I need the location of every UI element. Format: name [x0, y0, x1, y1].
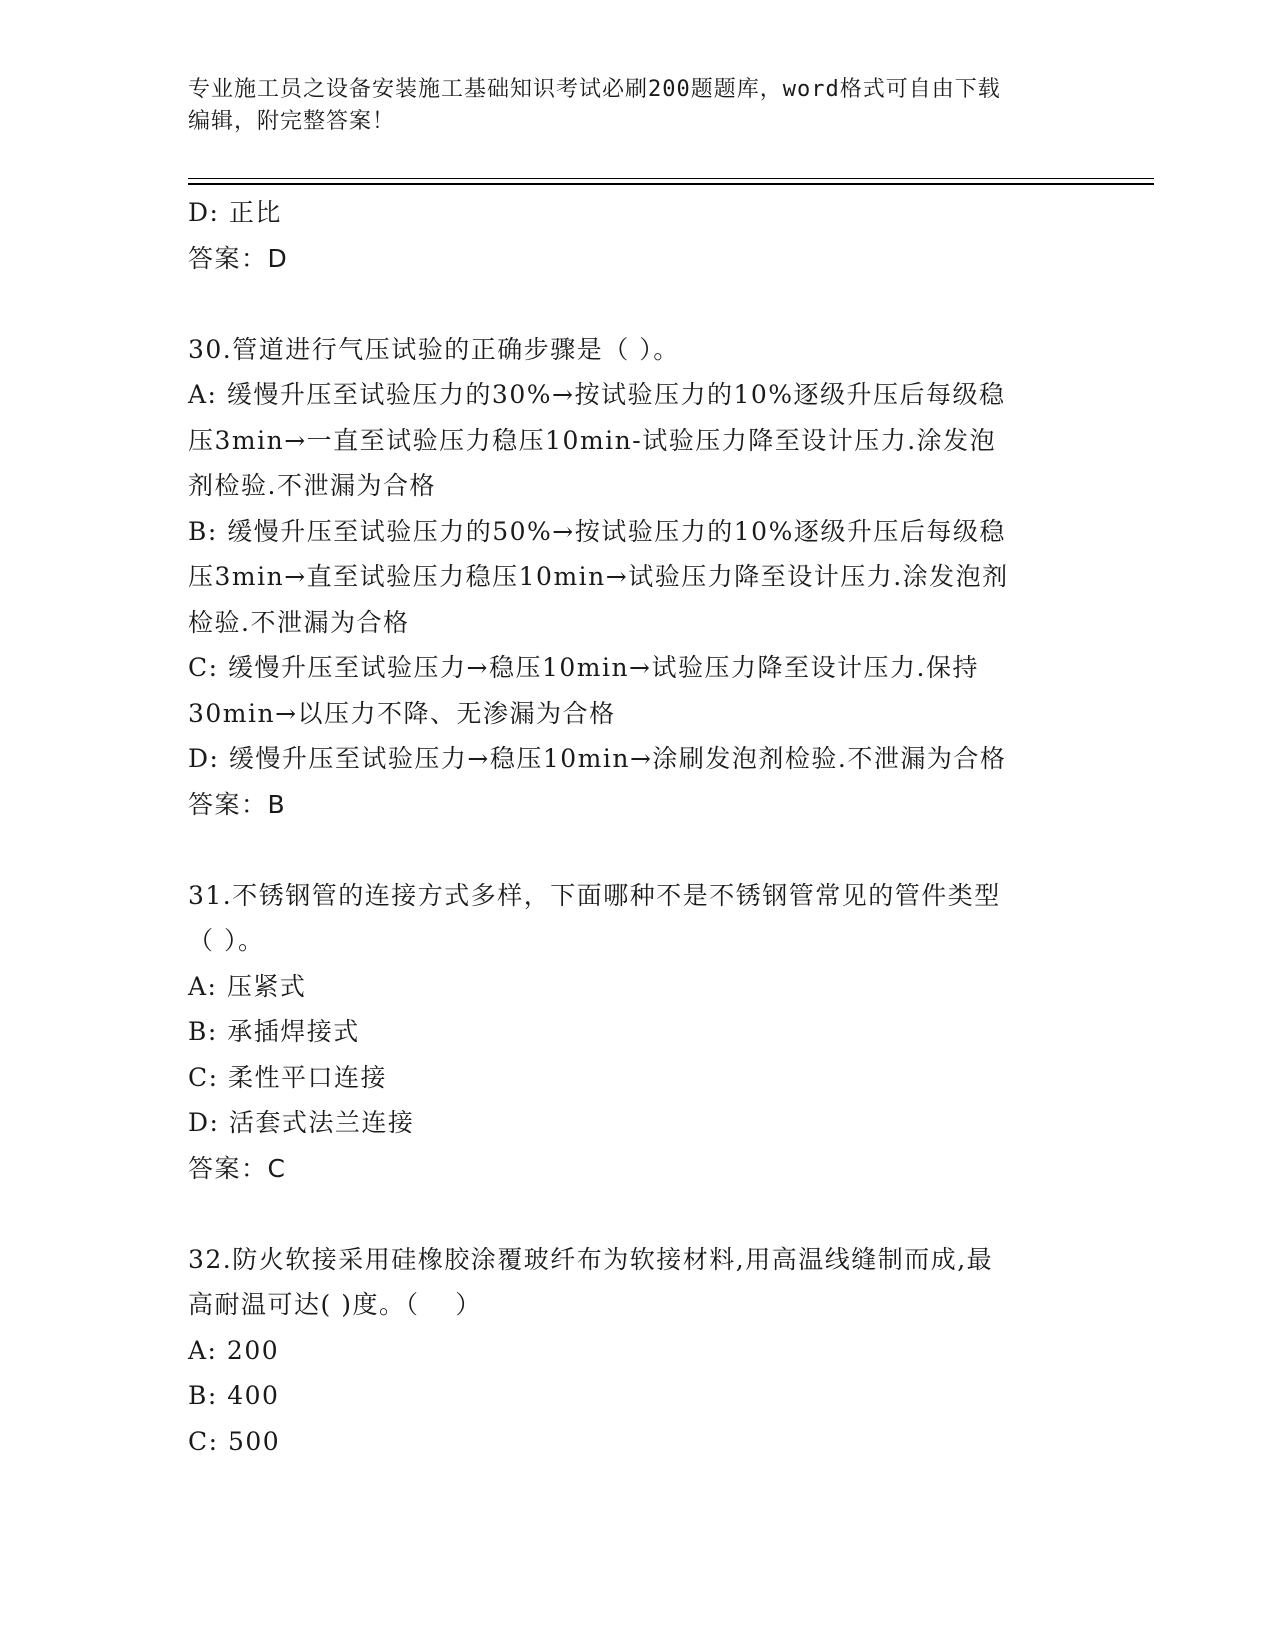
header-divider-thin: [188, 178, 1154, 179]
option-b: B: 400: [188, 1381, 280, 1410]
document-header: [188, 74, 1088, 138]
question-32: [188, 1237, 1088, 1465]
answer-line: 答案：D: [188, 243, 289, 273]
question-stem-line-1: 32.防火软接采用硅橡胶涂覆玻纤布为软接材料,用高温线缝制而成,最: [188, 1244, 994, 1274]
option-b: B: 承插焊接式: [188, 1017, 360, 1046]
previous-question-tail: [188, 190, 1088, 281]
option-b-line-3: 检验.不泄漏为合格: [188, 607, 410, 637]
spacer: [188, 281, 1088, 327]
option-a-line-1: A: 缓慢升压至试验压力的30%→按试验压力的10%逐级升压后每级稳: [188, 380, 1006, 409]
question-31: [188, 873, 1088, 1192]
option-a-line-3: 剂检验.不泄漏为合格: [188, 471, 436, 500]
option-c-line-2: 30min→以压力不降、无渗漏为合格: [188, 698, 616, 728]
question-stem: 30.管道进行气压试验的正确步骤是（ ）。: [188, 334, 680, 364]
spacer: [188, 827, 1088, 873]
question-stem-line-1: 31.不锈钢管的连接方式多样，下面哪种不是不锈钢管常见的管件类型: [188, 880, 1001, 910]
question-stem-line-2: （ ）。: [188, 926, 265, 955]
option-a: A: 压紧式: [188, 971, 307, 1001]
document-body: [188, 190, 1088, 1464]
option-a: A: 200: [188, 1335, 280, 1365]
option-c-line-1: C: 缓慢升压至试验压力→稳压10min→试验压力降至设计压力.保持: [188, 653, 979, 682]
option-a-line-2: 压3min→一直至试验压力稳压10min-试验压力降至设计压力.涂发泡: [188, 425, 997, 455]
header-divider-thick: [188, 183, 1154, 185]
answer-line: 答案：B: [188, 789, 287, 819]
question-30: [188, 327, 1088, 828]
option-d: D: 缓慢升压至试验压力→稳压10min→涂刷发泡剂检验.不泄漏为合格: [188, 744, 1007, 773]
header-line-1: 专业施工员之设备安装施工基础知识考试必刷200题题库，word格式可自由下载: [188, 77, 1001, 102]
option-d: D: 活套式法兰连接: [188, 1108, 415, 1137]
option-d: D: 正比: [188, 198, 282, 227]
option-c: C: 柔性平口连接: [188, 1062, 387, 1092]
option-c: C: 500: [188, 1426, 281, 1456]
answer-line: 答案：C: [188, 1153, 287, 1183]
question-stem-line-2: 高耐温可达( )度。（ ）: [188, 1290, 482, 1319]
spacer: [188, 1191, 1088, 1237]
option-b-line-1: B: 缓慢升压至试验压力的50%→按试验压力的10%逐级升压后每级稳: [188, 516, 1006, 546]
header-line-2: 编辑，附完整答案！: [188, 109, 396, 134]
option-b-line-2: 压3min→直至试验压力稳压10min→试验压力降至设计压力.涂发泡剂: [188, 562, 1009, 591]
